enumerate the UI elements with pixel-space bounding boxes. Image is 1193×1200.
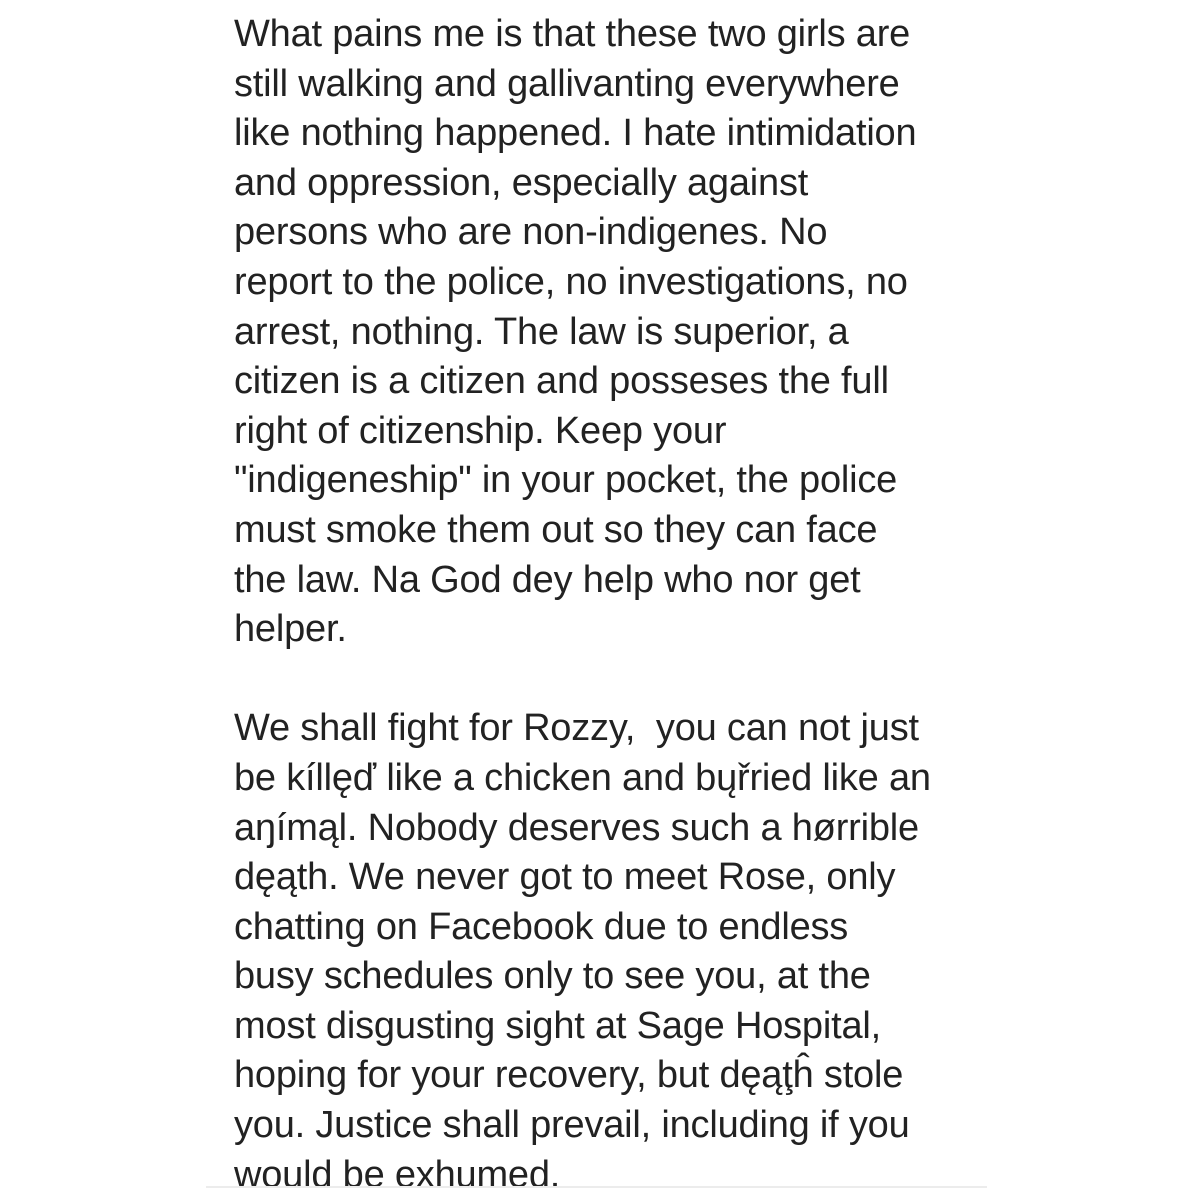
text-line: would be exhumed. — [234, 1153, 561, 1186]
paragraph-2 — [234, 704, 994, 1186]
text-line: arrest, nothing. The law is superior, a — [234, 310, 849, 353]
post-text — [234, 10, 994, 1186]
text-line: citizen is a citizen and posseses the full — [234, 360, 889, 403]
paragraph-spacer — [234, 655, 994, 705]
text-line: most disgusting sight at Sage Hospital, — [234, 1004, 881, 1047]
bottom-divider — [206, 1186, 987, 1188]
text-line: like nothing happened. I hate intimidation — [234, 112, 917, 155]
text-line: hoping for your recovery, but dęąţĥ stole — [234, 1054, 904, 1097]
text-line: aŋímąl. Nobody deserves such a hørrible — [234, 806, 919, 849]
paragraph-1 — [234, 10, 994, 655]
text-line: chatting on Facebook due to endless — [234, 905, 849, 948]
text-line: What pains me is that these two girls are — [234, 13, 911, 55]
text-line: busy schedules only to see you, at the — [234, 955, 871, 998]
text-line: the law. Na God dey help who nor get — [234, 558, 861, 601]
text-line: must smoke them out so they can face — [234, 508, 878, 551]
text-line: right of citizenship. Keep your — [234, 409, 727, 452]
text-line: still walking and gallivanting everywhere — [234, 62, 900, 105]
text-line: helper. — [234, 608, 347, 651]
text-line: and oppression, especially against — [234, 161, 809, 204]
text-line: "indigeneship" in your pocket, the police — [234, 459, 898, 502]
text-line: be kíllęď like a chicken and bųřried like an — [234, 756, 931, 799]
text-line: report to the police, no investigations, no — [234, 260, 908, 303]
text-line: you. Justice shall prevail, including if you — [234, 1104, 910, 1147]
text-line: dęąth. We never got to meet Rose, only — [234, 856, 896, 899]
text-line: persons who are non-indigenes. No — [234, 211, 828, 254]
text-line: We shall fight for Rozzy, you can not just — [234, 707, 919, 750]
